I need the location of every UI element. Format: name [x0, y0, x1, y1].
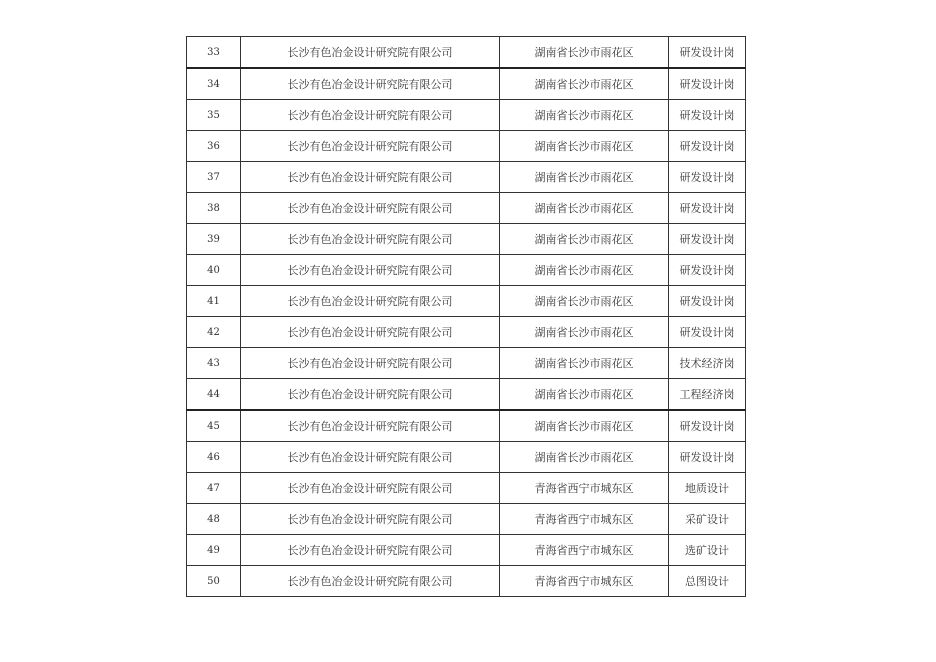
row-number: 34 [187, 68, 241, 100]
row-number: 45 [187, 410, 241, 442]
position-cell: 选矿设计 [669, 535, 746, 566]
company-cell: 长沙有色冶金设计研究院有限公司 [241, 379, 500, 411]
position-cell: 研发设计岗 [669, 286, 746, 317]
position-cell: 研发设计岗 [669, 37, 746, 69]
location-cell: 湖南省长沙市雨花区 [500, 255, 669, 286]
location-cell: 湖南省长沙市雨花区 [500, 131, 669, 162]
position-cell: 技术经济岗 [669, 348, 746, 379]
location-cell: 湖南省长沙市雨花区 [500, 37, 669, 69]
table-row [187, 286, 746, 317]
company-cell: 长沙有色冶金设计研究院有限公司 [241, 286, 500, 317]
row-number: 44 [187, 379, 241, 411]
position-cell: 研发设计岗 [669, 255, 746, 286]
company-cell: 长沙有色冶金设计研究院有限公司 [241, 193, 500, 224]
location-cell: 湖南省长沙市雨花区 [500, 317, 669, 348]
company-cell: 长沙有色冶金设计研究院有限公司 [241, 100, 500, 131]
location-cell: 青海省西宁市城东区 [500, 566, 669, 597]
row-number: 47 [187, 473, 241, 504]
table-row [187, 410, 746, 442]
company-cell: 长沙有色冶金设计研究院有限公司 [241, 68, 500, 100]
position-cell: 工程经济岗 [669, 379, 746, 411]
table-row [187, 131, 746, 162]
row-number: 46 [187, 442, 241, 473]
table-row [187, 224, 746, 255]
location-cell: 青海省西宁市城东区 [500, 504, 669, 535]
company-cell: 长沙有色冶金设计研究院有限公司 [241, 37, 500, 69]
table-row [187, 348, 746, 379]
company-cell: 长沙有色冶金设计研究院有限公司 [241, 131, 500, 162]
table-row [187, 535, 746, 566]
position-cell: 研发设计岗 [669, 224, 746, 255]
position-cell: 采矿设计 [669, 504, 746, 535]
position-cell: 研发设计岗 [669, 162, 746, 193]
row-number: 33 [187, 37, 241, 69]
row-number: 36 [187, 131, 241, 162]
location-cell: 青海省西宁市城东区 [500, 473, 669, 504]
company-cell: 长沙有色冶金设计研究院有限公司 [241, 348, 500, 379]
row-number: 50 [187, 566, 241, 597]
location-cell: 湖南省长沙市雨花区 [500, 379, 669, 411]
job-table-body [187, 37, 746, 597]
position-cell: 研发设计岗 [669, 68, 746, 100]
company-cell: 长沙有色冶金设计研究院有限公司 [241, 162, 500, 193]
company-cell: 长沙有色冶金设计研究院有限公司 [241, 566, 500, 597]
table-row [187, 379, 746, 411]
table-row [187, 442, 746, 473]
table-row [187, 162, 746, 193]
position-cell: 研发设计岗 [669, 410, 746, 442]
company-cell: 长沙有色冶金设计研究院有限公司 [241, 255, 500, 286]
company-cell: 长沙有色冶金设计研究院有限公司 [241, 442, 500, 473]
position-cell: 研发设计岗 [669, 193, 746, 224]
position-cell: 研发设计岗 [669, 317, 746, 348]
row-number: 40 [187, 255, 241, 286]
location-cell: 湖南省长沙市雨花区 [500, 68, 669, 100]
table-row [187, 317, 746, 348]
location-cell: 青海省西宁市城东区 [500, 535, 669, 566]
location-cell: 湖南省长沙市雨花区 [500, 286, 669, 317]
location-cell: 湖南省长沙市雨花区 [500, 410, 669, 442]
row-number: 42 [187, 317, 241, 348]
company-cell: 长沙有色冶金设计研究院有限公司 [241, 317, 500, 348]
row-number: 39 [187, 224, 241, 255]
row-number: 38 [187, 193, 241, 224]
position-cell: 总图设计 [669, 566, 746, 597]
company-cell: 长沙有色冶金设计研究院有限公司 [241, 224, 500, 255]
table-row [187, 193, 746, 224]
row-number: 35 [187, 100, 241, 131]
table-row [187, 100, 746, 131]
job-table [186, 36, 746, 597]
location-cell: 湖南省长沙市雨花区 [500, 162, 669, 193]
location-cell: 湖南省长沙市雨花区 [500, 193, 669, 224]
table-row [187, 37, 746, 69]
company-cell: 长沙有色冶金设计研究院有限公司 [241, 410, 500, 442]
location-cell: 湖南省长沙市雨花区 [500, 348, 669, 379]
company-cell: 长沙有色冶金设计研究院有限公司 [241, 504, 500, 535]
location-cell: 湖南省长沙市雨花区 [500, 224, 669, 255]
table-row [187, 504, 746, 535]
company-cell: 长沙有色冶金设计研究院有限公司 [241, 535, 500, 566]
table-row [187, 255, 746, 286]
row-number: 48 [187, 504, 241, 535]
row-number: 37 [187, 162, 241, 193]
row-number: 49 [187, 535, 241, 566]
location-cell: 湖南省长沙市雨花区 [500, 100, 669, 131]
position-cell: 研发设计岗 [669, 442, 746, 473]
row-number: 41 [187, 286, 241, 317]
table-row [187, 566, 746, 597]
position-cell: 研发设计岗 [669, 131, 746, 162]
company-cell: 长沙有色冶金设计研究院有限公司 [241, 473, 500, 504]
table-row [187, 473, 746, 504]
position-cell: 地质设计 [669, 473, 746, 504]
row-number: 43 [187, 348, 241, 379]
position-cell: 研发设计岗 [669, 100, 746, 131]
location-cell: 湖南省长沙市雨花区 [500, 442, 669, 473]
table-row [187, 68, 746, 100]
